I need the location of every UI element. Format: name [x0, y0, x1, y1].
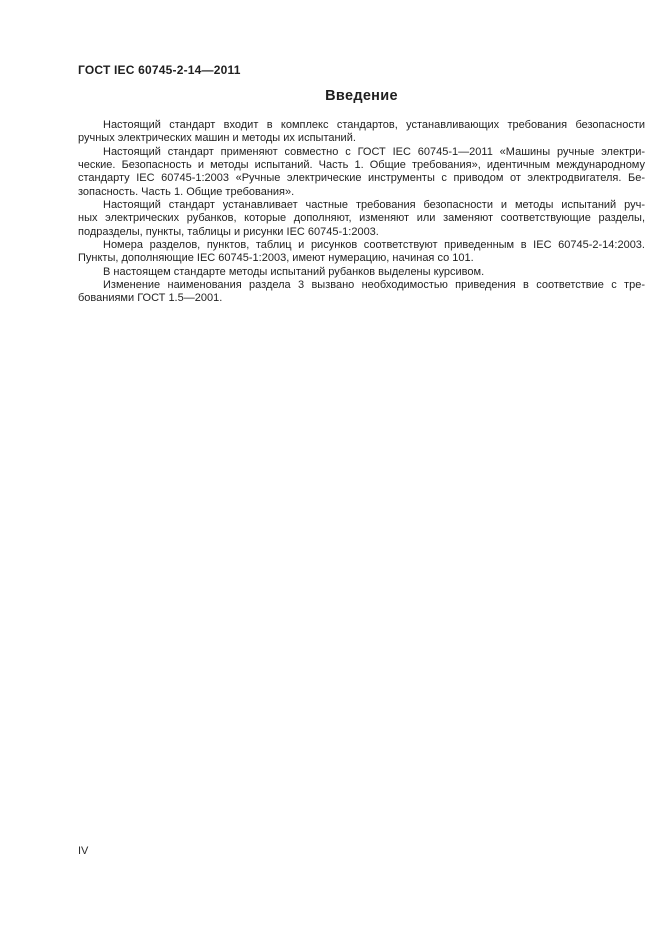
paragraph-line: стандарту IEC 60745-1:2003 «Ручные электрические инструменты с приводом от электродвигателя. Бе- [78, 172, 645, 185]
intro-paragraphs [78, 119, 645, 306]
document-designation-header: ГОСТ IEC 60745-2-14—2011 [78, 63, 241, 77]
paragraph-line: Пункты, дополняющие IEC 60745-1:2003, имеют нумерацию, начиная со 101. [78, 252, 474, 265]
page-number: IV [78, 845, 89, 857]
paragraph [78, 279, 645, 306]
paragraph-line: зопасность. Часть 1. Общие требования». [78, 185, 295, 198]
paragraph-line: ческие. Безопасность и методы испытаний. Часть 1. Общие требования», идентичным международному [78, 159, 645, 172]
paragraph [78, 266, 645, 279]
paragraph-line: Номера разделов, пунктов, таблиц и рисунков соответствуют приведенным в IEC 60745-2-14:2003. [103, 239, 645, 252]
paragraph-line: бованиями ГОСТ 1.5—2001. [78, 292, 223, 305]
paragraph [78, 239, 645, 266]
paragraph-line: Настоящий стандарт применяют совместно с ГОСТ IEC 60745-1—2011 «Машины ручные электри- [103, 145, 645, 158]
paragraph [78, 199, 645, 239]
paragraph-line: ручных электрических машин и методы их испытаний. [78, 132, 356, 145]
section-title: Введение [325, 88, 398, 104]
paragraph [78, 146, 645, 199]
paragraph [78, 119, 645, 146]
paragraph-line: Изменение наименования раздела 3 вызвано необходимостью приведения в соответствие с тре- [103, 279, 645, 292]
paragraph-line: Настоящий стандарт устанавливает частные требования безопасности и методы испытаний руч- [103, 199, 645, 212]
paragraph-line: подразделы, пункты, таблицы и рисунки IEC 60745-1:2003. [78, 225, 379, 238]
paragraph-line: В настоящем стандарте методы испытаний рубанков выделены курсивом. [103, 265, 485, 278]
paragraph-line: Настоящий стандарт входит в комплекс стандартов, устанавливающих требования безопасности [103, 119, 645, 131]
paragraph-line: ных электрических рубанков, которые дополняют, изменяют или заменяют соответствующие разделы, [78, 212, 645, 225]
